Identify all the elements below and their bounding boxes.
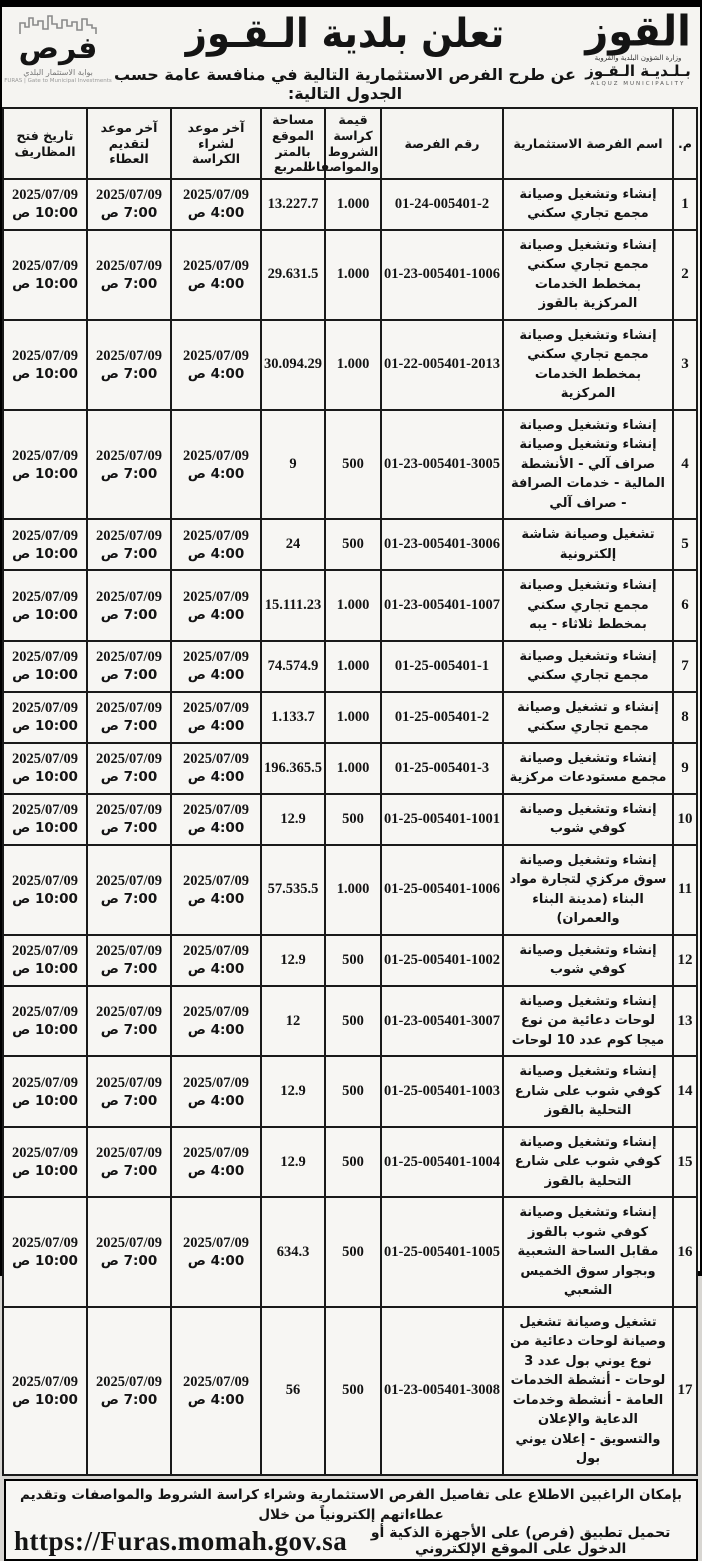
masthead — [2, 7, 700, 106]
cell-row-number: 2 — [673, 230, 697, 320]
col-header-booklet-value: قيمة كراسة الشروط والمواصفات — [325, 108, 381, 179]
cell-opportunity-number: 01-25-005401-1001 — [381, 794, 503, 845]
cell-opportunity-number: 01-25-005401-1002 — [381, 935, 503, 986]
table-row — [3, 794, 697, 845]
ministry-name: وزارة الشؤون البلدية والقروية — [594, 54, 682, 62]
municipality-logo-icon: القوز — [585, 7, 691, 57]
cell-buy-deadline: 2025/07/09 4:00 ص — [171, 570, 261, 641]
cell-row-number: 16 — [673, 1197, 697, 1307]
cell-area-sqm: 12.9 — [261, 935, 325, 986]
header-center — [112, 9, 578, 103]
cell-opportunity-number: 01-23-005401-3008 — [381, 1307, 503, 1475]
cell-opportunity-number: 01-23-005401-3005 — [381, 410, 503, 520]
cell-booklet-value: 500 — [325, 519, 381, 570]
cell-opening-date: 2025/07/09 10:00 ص — [3, 986, 87, 1057]
cell-opening-date: 2025/07/09 10:00 ص — [3, 692, 87, 743]
cell-opening-date: 2025/07/09 10:00 ص — [3, 794, 87, 845]
cell-bid-deadline: 2025/07/09 7:00 ص — [87, 1056, 171, 1127]
cell-opportunity-number: 01-23-005401-3007 — [381, 986, 503, 1057]
cell-opportunity-name: إنشاء وتشغيل وصيانة كوفي شوب على شارع التحلية بالقوز — [503, 1127, 673, 1198]
cell-opening-date: 2025/07/09 10:00 ص — [3, 320, 87, 410]
table-row — [3, 410, 697, 520]
table-row — [3, 743, 697, 794]
cell-opportunity-name: إنشاء وتشغيل وصيانة كوفي شوب على شارع التحلية بالقوز — [503, 1056, 673, 1127]
cell-bid-deadline: 2025/07/09 7:00 ص — [87, 1197, 171, 1307]
cell-opportunity-name: إنشاء وتشغيل وصيانة مجمع تجاري سكني بمخطط ثلاثاء - يبه — [503, 570, 673, 641]
table-row — [3, 935, 697, 986]
cell-booklet-value: 1.000 — [325, 570, 381, 641]
cell-booklet-value: 1.000 — [325, 743, 381, 794]
cell-opportunity-name: إنشاء وتشغيل وصيانة مجمع تجاري سكني بمخطط الخدمات المركزية بالقوز — [503, 230, 673, 320]
col-header-name: اسم الفرصة الاستثمارية — [503, 108, 673, 179]
cell-opportunity-number: 01-23-005401-3006 — [381, 519, 503, 570]
footer-notice — [4, 1479, 698, 1561]
cell-buy-deadline: 2025/07/09 4:00 ص — [171, 935, 261, 986]
cell-buy-deadline: 2025/07/09 4:00 ص — [171, 692, 261, 743]
cell-buy-deadline: 2025/07/09 4:00 ص — [171, 641, 261, 692]
cell-bid-deadline: 2025/07/09 7:00 ص — [87, 743, 171, 794]
cell-row-number: 7 — [673, 641, 697, 692]
cell-opportunity-number: 01-25-005401-1004 — [381, 1127, 503, 1198]
cell-bid-deadline: 2025/07/09 7:00 ص — [87, 179, 171, 230]
cell-opportunity-number: 01-25-005401-1003 — [381, 1056, 503, 1127]
cell-row-number: 4 — [673, 410, 697, 520]
table-row — [3, 1056, 697, 1127]
cell-area-sqm: 196.365.5 — [261, 743, 325, 794]
cell-booklet-value: 1.000 — [325, 179, 381, 230]
cell-bid-deadline: 2025/07/09 7:00 ص — [87, 935, 171, 986]
cell-area-sqm: 13.227.7 — [261, 179, 325, 230]
cell-opening-date: 2025/07/09 10:00 ص — [3, 1056, 87, 1127]
opportunities-table — [2, 107, 698, 1476]
cell-bid-deadline: 2025/07/09 7:00 ص — [87, 845, 171, 935]
cell-opening-date: 2025/07/09 10:00 ص — [3, 1127, 87, 1198]
cell-row-number: 5 — [673, 519, 697, 570]
cell-buy-deadline: 2025/07/09 4:00 ص — [171, 794, 261, 845]
cell-area-sqm: 634.3 — [261, 1197, 325, 1307]
cell-buy-deadline: 2025/07/09 4:00 ص — [171, 1197, 261, 1307]
cell-buy-deadline: 2025/07/09 4:00 ص — [171, 1056, 261, 1127]
ad-title: تعلن بلدية الـقـوز — [185, 10, 505, 57]
cell-bid-deadline: 2025/07/09 7:00 ص — [87, 230, 171, 320]
footer-line2 — [14, 1525, 688, 1557]
cell-booklet-value: 1.000 — [325, 641, 381, 692]
cell-opportunity-number: 01-23-005401-1007 — [381, 570, 503, 641]
cell-opportunity-name: إنشاء وتشغيل وصيانة كوفي شوب بالقوز مقابل الساحة الشعبية وبجوار سوق الخميس الشعبي — [503, 1197, 673, 1307]
cell-opportunity-name: إنشاء وتشغيل وصيانة مجمع تجاري سكني بمخطط الخدمات المركزية — [503, 320, 673, 410]
cell-buy-deadline: 2025/07/09 4:00 ص — [171, 410, 261, 520]
cell-area-sqm: 9 — [261, 410, 325, 520]
cell-row-number: 17 — [673, 1307, 697, 1475]
cell-bid-deadline: 2025/07/09 7:00 ص — [87, 1127, 171, 1198]
cell-opportunity-name: تشغيل وصيانة تشغيل وصيانة لوحات دعائية من نوع يوني بول عدد 3 لوحات - أنشطة الخدمات العامة - أنشطة وخدمات الدعاية والإعلان والتسويق - إعلان يوني بول — [503, 1307, 673, 1475]
table-row — [3, 1307, 697, 1475]
cell-opportunity-number: 01-25-005401-3 — [381, 743, 503, 794]
col-header-opportunity-no: رقم الفرصة — [381, 108, 503, 179]
table-row — [3, 986, 697, 1057]
cell-booklet-value: 500 — [325, 1197, 381, 1307]
cell-buy-deadline: 2025/07/09 4:00 ص — [171, 1307, 261, 1475]
cell-opportunity-number: 01-23-005401-1006 — [381, 230, 503, 320]
cell-buy-deadline: 2025/07/09 4:00 ص — [171, 320, 261, 410]
cell-opportunity-number: 01-25-005401-1 — [381, 641, 503, 692]
furas-tagline-en: FURAS | Gate to Municipal Investments — [4, 78, 112, 84]
footer-line2-text: تحميل تطبيق (فرص) على الأجهزة الذكية أو الدخول على الموقع الإلكتروني — [370, 1525, 671, 1558]
cell-row-number: 13 — [673, 986, 697, 1057]
cell-opportunity-number: 01-25-005401-1006 — [381, 845, 503, 935]
cell-opening-date: 2025/07/09 10:00 ص — [3, 935, 87, 986]
cell-booklet-value: 500 — [325, 1056, 381, 1127]
cell-opportunity-name: إنشاء وتشغيل وصيانة سوق مركزي لتجارة مواد البناء (مدينة البناء والعمران) — [503, 845, 673, 935]
cell-opportunity-name: إنشاء و تشغيل وصيانة مجمع تجاري سكني — [503, 692, 673, 743]
cell-booklet-value: 500 — [325, 986, 381, 1057]
cell-area-sqm: 12.9 — [261, 794, 325, 845]
cell-buy-deadline: 2025/07/09 4:00 ص — [171, 1127, 261, 1198]
cell-booklet-value: 500 — [325, 410, 381, 520]
cell-booklet-value: 1.000 — [325, 320, 381, 410]
cell-area-sqm: 74.574.9 — [261, 641, 325, 692]
cell-opening-date: 2025/07/09 10:00 ص — [3, 519, 87, 570]
cell-area-sqm: 29.631.5 — [261, 230, 325, 320]
cell-row-number: 12 — [673, 935, 697, 986]
cell-row-number: 1 — [673, 179, 697, 230]
table-row — [3, 692, 697, 743]
cell-booklet-value: 500 — [325, 1307, 381, 1475]
cell-buy-deadline: 2025/07/09 4:00 ص — [171, 230, 261, 320]
cell-bid-deadline: 2025/07/09 7:00 ص — [87, 519, 171, 570]
furas-logo — [4, 9, 112, 103]
cell-opportunity-number: 01-24-005401-2 — [381, 179, 503, 230]
cell-row-number: 3 — [673, 320, 697, 410]
table-row — [3, 1197, 697, 1307]
cell-bid-deadline: 2025/07/09 7:00 ص — [87, 692, 171, 743]
cell-bid-deadline: 2025/07/09 7:00 ص — [87, 794, 171, 845]
cell-area-sqm: 12.9 — [261, 1056, 325, 1127]
cell-bid-deadline: 2025/07/09 7:00 ص — [87, 641, 171, 692]
cell-area-sqm: 56 — [261, 1307, 325, 1475]
cell-opening-date: 2025/07/09 10:00 ص — [3, 1197, 87, 1307]
cell-booklet-value: 500 — [325, 794, 381, 845]
cell-opportunity-name: إنشاء وتشغيل وصيانة لوحات دعائية من نوع ميجا كوم عدد 10 لوحات — [503, 986, 673, 1057]
cell-area-sqm: 15.111.23 — [261, 570, 325, 641]
cell-opening-date: 2025/07/09 10:00 ص — [3, 845, 87, 935]
municipality-logo — [582, 9, 694, 103]
cell-row-number: 8 — [673, 692, 697, 743]
cell-buy-deadline: 2025/07/09 4:00 ص — [171, 986, 261, 1057]
table-row — [3, 179, 697, 230]
cell-row-number: 11 — [673, 845, 697, 935]
cell-row-number: 10 — [673, 794, 697, 845]
cell-bid-deadline: 2025/07/09 7:00 ص — [87, 1307, 171, 1475]
furas-tagline-ar: بوابة الاستثمار البلدي — [23, 68, 93, 77]
cell-booklet-value: 1.000 — [325, 845, 381, 935]
cell-opportunity-name: إنشاء وتشغيل وصيانة إنشاء وتشغيل وصيانة صراف آلي - الأنشطة المالية - خدمات الصرافة - صراف آلي — [503, 410, 673, 520]
cell-opportunity-name: إنشاء وتشغيل وصيانة مجمع تجاري سكني — [503, 179, 673, 230]
cell-opening-date: 2025/07/09 10:00 ص — [3, 1307, 87, 1475]
col-header-area: مساحة الموقع بالمتر المربع — [261, 108, 325, 179]
cell-bid-deadline: 2025/07/09 7:00 ص — [87, 320, 171, 410]
cell-row-number: 6 — [673, 570, 697, 641]
cell-buy-deadline: 2025/07/09 4:00 ص — [171, 179, 261, 230]
municipality-name-en: ALQUZ MUNICIPALITY — [590, 81, 686, 87]
cell-booklet-value: 500 — [325, 1127, 381, 1198]
cell-buy-deadline: 2025/07/09 4:00 ص — [171, 845, 261, 935]
furas-wordmark: فرص — [18, 31, 98, 66]
table-row — [3, 320, 697, 410]
cell-area-sqm: 30.094.29 — [261, 320, 325, 410]
cell-area-sqm: 24 — [261, 519, 325, 570]
col-header-no: م. — [673, 108, 697, 179]
cell-opening-date: 2025/07/09 10:00 ص — [3, 230, 87, 320]
table-row — [3, 845, 697, 935]
cell-opportunity-name: إنشاء وتشغيل وصيانة مجمع تجاري سكني — [503, 641, 673, 692]
cell-bid-deadline: 2025/07/09 7:00 ص — [87, 410, 171, 520]
cell-opening-date: 2025/07/09 10:00 ص — [3, 641, 87, 692]
col-header-buy-deadline: آخر موعد لشراء الكراسة — [171, 108, 261, 179]
table-body — [3, 179, 697, 1475]
cell-buy-deadline: 2025/07/09 4:00 ص — [171, 519, 261, 570]
cell-bid-deadline: 2025/07/09 7:00 ص — [87, 570, 171, 641]
ad-subtitle: عن طرح الفرص الاستثمارية التالية في منافسة عامة حسب الجدول التالية: — [114, 65, 576, 104]
table-row — [3, 230, 697, 320]
cell-opening-date: 2025/07/09 10:00 ص — [3, 570, 87, 641]
cell-opportunity-name: إنشاء وتشغيل وصيانة كوفي شوب — [503, 794, 673, 845]
table-row — [3, 570, 697, 641]
cell-bid-deadline: 2025/07/09 7:00 ص — [87, 986, 171, 1057]
cell-area-sqm: 57.535.5 — [261, 845, 325, 935]
cell-buy-deadline: 2025/07/09 4:00 ص — [171, 743, 261, 794]
cell-opportunity-number: 01-22-005401-2013 — [381, 320, 503, 410]
col-header-opening-date: تاريخ فتح المظاريف — [3, 108, 87, 179]
cell-opening-date: 2025/07/09 10:00 ص — [3, 743, 87, 794]
cell-area-sqm: 12.9 — [261, 1127, 325, 1198]
table-row — [3, 519, 697, 570]
cell-area-sqm: 12 — [261, 986, 325, 1057]
cell-row-number: 15 — [673, 1127, 697, 1198]
cell-opening-date: 2025/07/09 10:00 ص — [3, 179, 87, 230]
cell-booklet-value: 500 — [325, 935, 381, 986]
table-header — [3, 108, 697, 179]
cell-row-number: 14 — [673, 1056, 697, 1127]
cell-opportunity-number: 01-25-005401-1005 — [381, 1197, 503, 1307]
cell-booklet-value: 1.000 — [325, 692, 381, 743]
cell-opening-date: 2025/07/09 10:00 ص — [3, 410, 87, 520]
col-header-bid-deadline: آخر موعد لتقديم العطاء — [87, 108, 171, 179]
cell-opportunity-name: إنشاء وتشغيل وصيانة كوفي شوب — [503, 935, 673, 986]
municipality-name-ar: بـلـديـة الـقـوز — [585, 62, 691, 80]
cell-booklet-value: 1.000 — [325, 230, 381, 320]
cell-area-sqm: 1.133.7 — [261, 692, 325, 743]
cell-row-number: 9 — [673, 743, 697, 794]
table-row — [3, 641, 697, 692]
cell-opportunity-name: إنشاء وتشغيل وصيانة مجمع مستودعات مركزية — [503, 743, 673, 794]
cell-opportunity-number: 01-25-005401-2 — [381, 692, 503, 743]
table-row — [3, 1127, 697, 1198]
furas-url: https://Furas.momah.gov.sa — [14, 1525, 348, 1556]
cell-opportunity-name: تشغيل وصيانة شاشة إلكترونية — [503, 519, 673, 570]
footer-line1: بإمكان الراغبين الاطلاع على تفاصيل الفرص الاستثمارية وشراء كراسة الشروط والمواصفات وتقديم عطاءاتهم إلكترونياً من خلال — [19, 1486, 682, 1523]
